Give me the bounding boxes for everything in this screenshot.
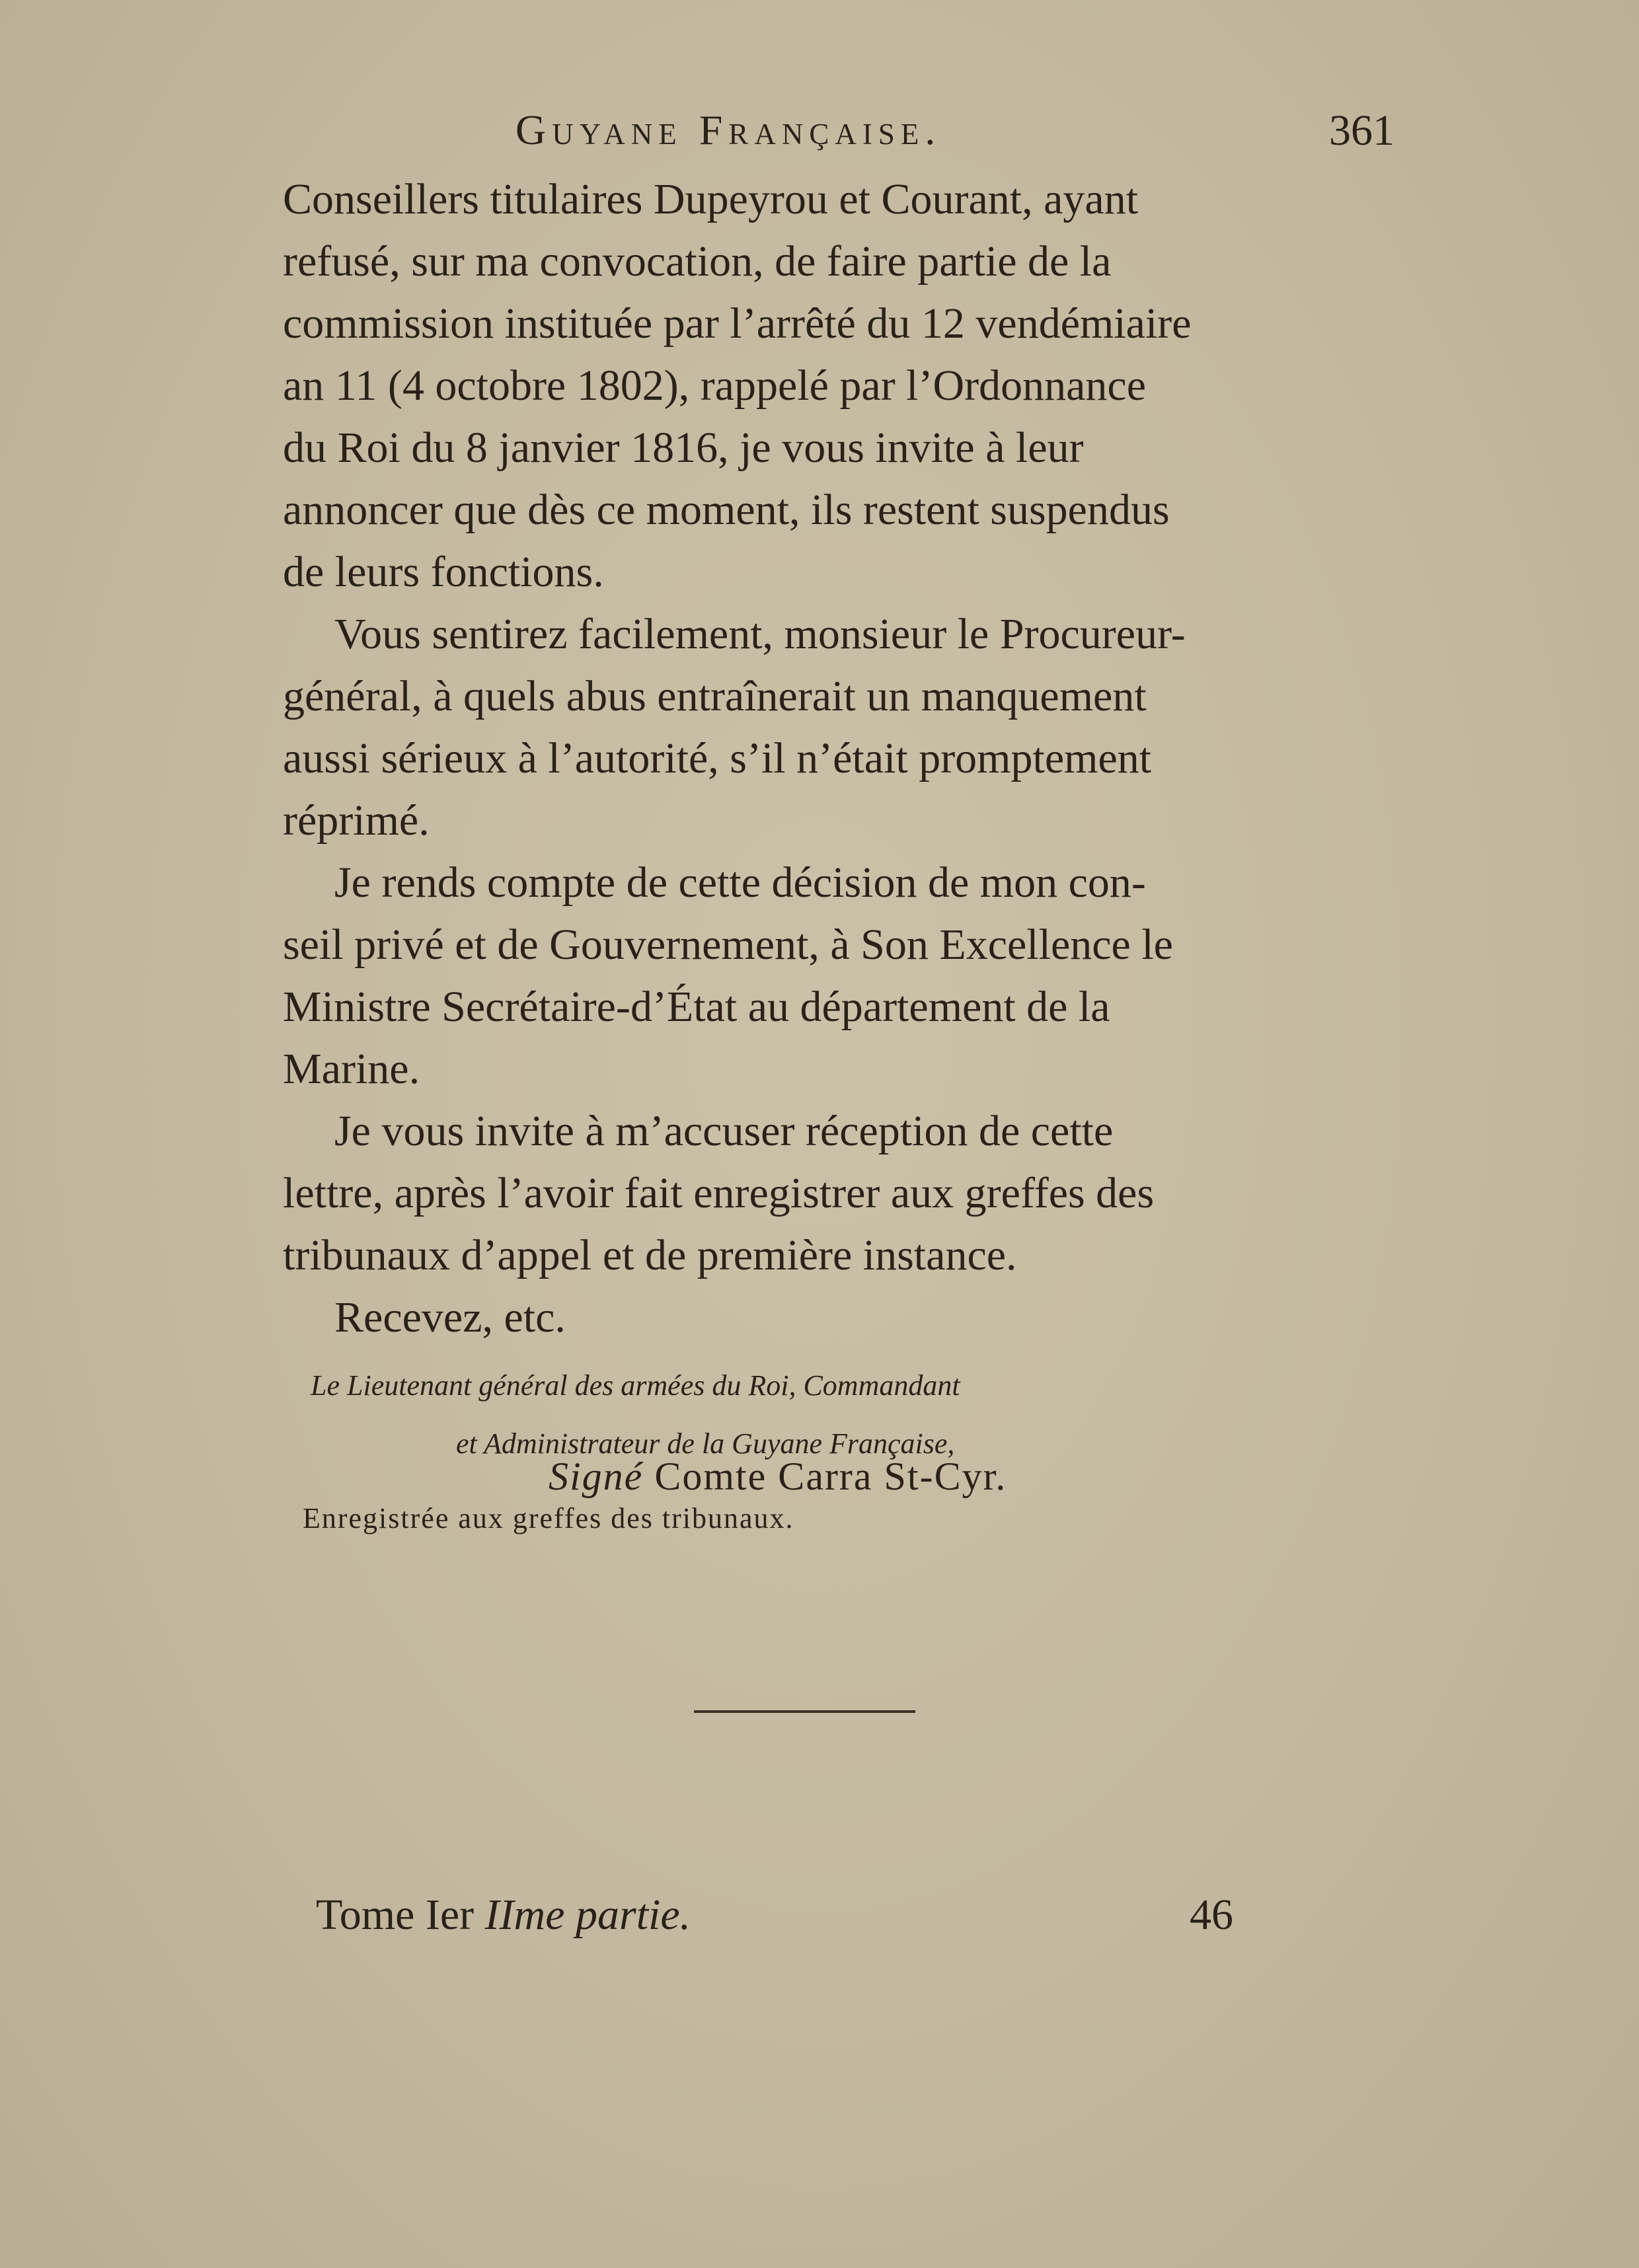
text-line: Vous sentirez facilement, monsieur le Procureur- [334, 610, 1186, 658]
text-line: réprimé. [283, 796, 430, 845]
page-header [515, 106, 1394, 165]
registration-note: Enregistrée aux greffes des tribunaux. [303, 1502, 794, 1534]
footer-signature-mark: 46 [1190, 1891, 1233, 1939]
signature-title-line-2: et Administrateur de la Guyane Française, [456, 1427, 955, 1460]
text-line: Conseillers titulaires Dupeyrou et Courant, ayant [283, 175, 1139, 223]
footer-volume [316, 1890, 691, 1940]
paragraph-3 [283, 852, 1406, 1100]
text-line: tribunaux d’appel et de première instance. [283, 1231, 1017, 1279]
paragraph-4 [283, 1100, 1406, 1287]
text-line: Marine. [283, 1045, 420, 1093]
text-line: seil privé et de Gouvernement, à Son Excellence le [283, 921, 1173, 969]
text-line: Ministre Secrétaire-d’État au département de la [283, 983, 1110, 1031]
signature-name [549, 1454, 1007, 1499]
paragraph-2 [283, 603, 1406, 852]
text-line: Je rends compte de cette décision de mon con- [334, 858, 1146, 907]
page-number: 361 [1329, 106, 1394, 155]
footer-part: IIme partie. [484, 1891, 691, 1939]
text-line: annoncer que dès ce moment, ils restent suspendus [283, 486, 1170, 534]
text-line: lettre, après l’avoir fait enregistrer aux greffes des [283, 1169, 1155, 1217]
running-title: Guyane Française. [515, 106, 942, 153]
closing [283, 1287, 1406, 1349]
section-divider [694, 1710, 915, 1713]
text-line: général, à quels abus entraînerait un manquement [283, 672, 1147, 720]
closing-text: Recevez, etc. [334, 1293, 566, 1342]
footer-tome: Tome Ier [316, 1891, 475, 1939]
signature-title-line-1: Le Lieutenant général des armées du Roi, Commandant [311, 1369, 960, 1402]
signe-label: Signé [549, 1455, 644, 1498]
text-line: refusé, sur ma convocation, de faire partie de la [283, 237, 1112, 285]
text-line: du Roi du 8 janvier 1816, je vous invite à leur [283, 424, 1084, 472]
text-line: aussi sérieux à l’autorité, s’il n’était promptement [283, 734, 1152, 782]
text-line: an 11 (4 octobre 1802), rappelé par l’Ordonnance [283, 361, 1147, 410]
signatory-name: Comte Carra St-Cyr. [654, 1455, 1007, 1498]
paragraph-1 [283, 169, 1406, 603]
text-line: commission instituée par l’arrêté du 12 vendémiaire [283, 299, 1192, 348]
text-line: Je vous invite à m’accuser réception de cette [334, 1107, 1114, 1155]
body-text [283, 169, 1406, 1349]
text-line: de leurs fonctions. [283, 548, 604, 596]
